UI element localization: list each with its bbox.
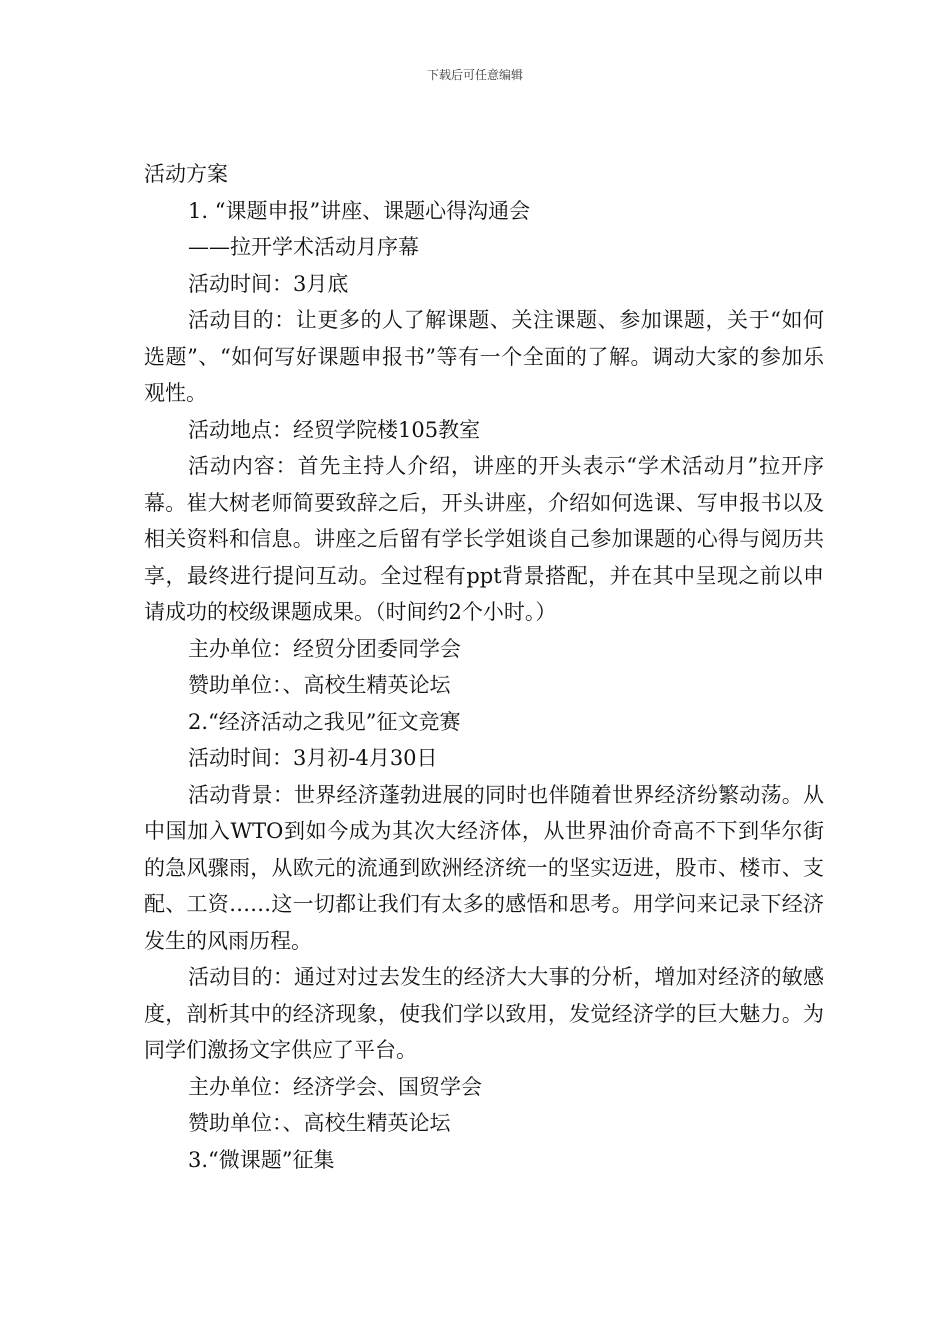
section-1-purpose: 活动目的：让更多的人了解课题、关注课题、参加课题，关于“如何选题”、“如何写好课题申报书”等有一个全面的了解。调动大家的参加乐观性。 xyxy=(144,308,824,405)
section-1-sponsor: 赞助单位：、高校生精英论坛 xyxy=(188,673,451,697)
section-2-purpose: 活动目的：通过对过去发生的经济大大事的分析，增加对经济的敏感度，剖析其中的经济现象，使我们学以致用，发觉经济学的巨大魅力。为同学们激扬文字供应了平台。 xyxy=(144,965,824,1062)
section-3-heading: 3.“微课题”征集 xyxy=(188,1147,335,1172)
section-2-organizer: 主办单位：经济学会、国贸学会 xyxy=(188,1074,482,1099)
section-1-organizer: 主办单位：经贸分团委同学会 xyxy=(188,636,461,661)
section-2-background: 活动背景：世界经济蓬勃进展的同时也伴随着世界经济纷繁动荡。从中国加入WTO到如今成为其次大经济体，从世界油价奇高不下到华尔街的急风骤雨，从欧元的流通到欧洲经济统一的坚实迈进，股市、楼市、支配、工资……这一切都让我们有太多的感悟和思考。用学问来记录下经济发生的风雨历程。 xyxy=(144,782,824,953)
section-1-time: 活动时间：3月底 xyxy=(188,271,349,296)
section-2-sponsor: 赞助单位：、高校生精英论坛 xyxy=(188,1111,451,1135)
document-title: 活动方案 xyxy=(144,162,228,186)
section-2-time: 活动时间：3月初-4月30日 xyxy=(188,746,438,770)
section-1-content: 活动内容：首先主持人介绍，讲座的开头表示“学术活动月”拉开序幕。崔大树老师简要致辞之后，开头讲座，介绍如何选课、写申报书以及相关资料和信息。讲座之后留有学长学姐谈自己参加课题的心得与阅历共享，最终进行提问互动。全过程有ppt背景搭配，并在其中呈现之前以申请成功的校级课题成果。（时间约2个小时。） xyxy=(144,454,824,624)
section-2-heading: 2.“经济活动之我见”征文竞赛 xyxy=(188,709,461,734)
section-1-heading: 1. “课题申报”讲座、课题心得沟通会 xyxy=(188,198,531,223)
page-header: 下载后可任意编辑 xyxy=(426,68,523,82)
section-1-location: 活动地点：经贸学院楼105教室 xyxy=(188,417,481,442)
section-1-subtitle: ——拉开学术活动月序幕 xyxy=(188,235,419,259)
document-body xyxy=(144,156,824,1178)
